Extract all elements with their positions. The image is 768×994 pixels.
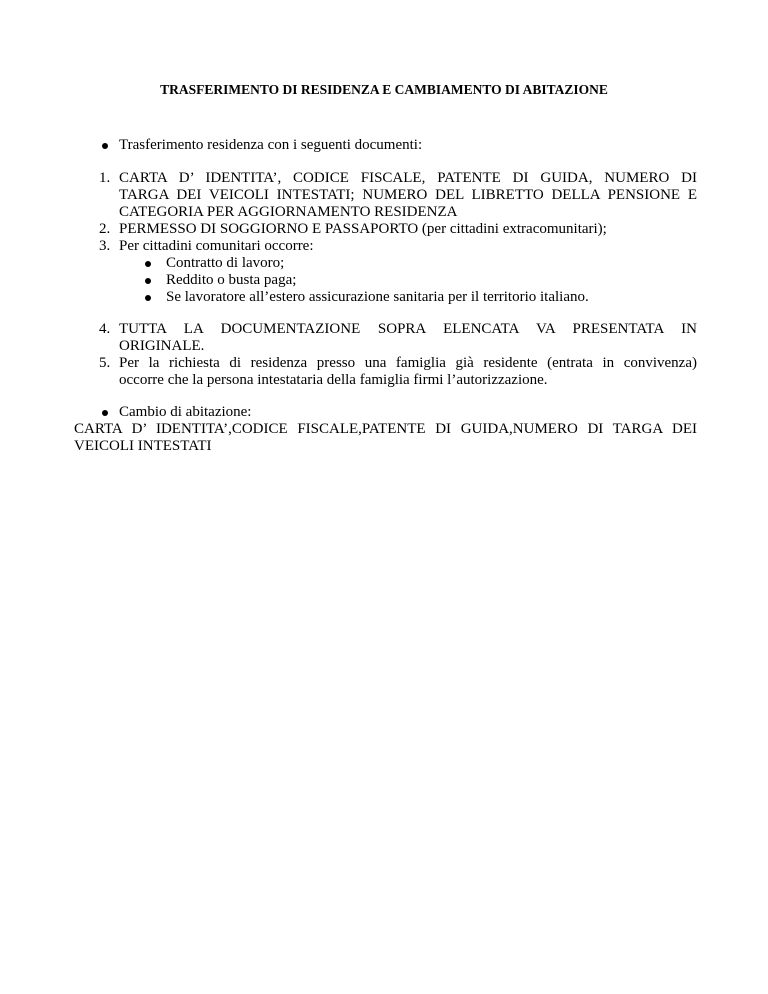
sub-item-text: Se lavoratore all’estero assicurazione sanitaria per il territorio italiano. xyxy=(166,289,589,305)
change-bullet-text: Cambio di abitazione: xyxy=(119,404,252,420)
change-documents-line: VEICOLI INTESTATI xyxy=(74,438,212,454)
list-item-number: 1. xyxy=(99,170,111,186)
bullet-icon xyxy=(102,410,108,416)
list-item-number: 4. xyxy=(99,321,111,337)
bullet-icon xyxy=(145,261,151,267)
bullet-icon xyxy=(102,143,108,149)
sub-item-text: Contratto di lavoro; xyxy=(166,255,285,271)
list-item-line: Per cittadini comunitari occorre: xyxy=(119,238,314,254)
list-item-line: CATEGORIA PER AGGIORNAMENTO RESIDENZA xyxy=(119,204,458,220)
sub-item-text: Reddito o busta paga; xyxy=(166,272,297,288)
change-documents-line: CARTA D’ IDENTITA’,CODICE FISCALE,PATENTE DI GUIDA,NUMERO DI TARGA DEI xyxy=(74,421,697,437)
change-documents xyxy=(74,421,697,455)
list-item-number: 2. xyxy=(99,221,111,237)
list-item-line: CARTA D’ IDENTITA’, CODICE FISCALE, PATENTE DI GUIDA, NUMERO DI xyxy=(119,170,697,186)
list-item-line: ORIGINALE. xyxy=(119,338,205,354)
bullet-icon xyxy=(145,295,151,301)
list-item-line: occorre che la persona intestataria della famiglia firmi l’autorizzazione. xyxy=(119,372,548,388)
list-item-number: 3. xyxy=(99,238,111,254)
bullet-icon xyxy=(145,278,151,284)
list-item-line: Per la richiesta di residenza presso una famiglia già residente (entrata in convivenza) xyxy=(119,355,697,371)
list-item-line: TARGA DEI VEICOLI INTESTATI; NUMERO DEL LIBRETTO DELLA PENSIONE E xyxy=(119,187,697,203)
page-title: TRASFERIMENTO DI RESIDENZA E CAMBIAMENTO DI ABITAZIONE xyxy=(160,82,608,97)
list-item-line: PERMESSO DI SOGGIORNO E PASSAPORTO (per cittadini extracomunitari); xyxy=(119,221,607,237)
list-item-number: 5. xyxy=(99,355,111,371)
list-item-line: TUTTA LA DOCUMENTAZIONE SOPRA ELENCATA VA PRESENTATA IN xyxy=(119,321,697,337)
intro-bullet-text: Trasferimento residenza con i seguenti documenti: xyxy=(119,137,423,153)
